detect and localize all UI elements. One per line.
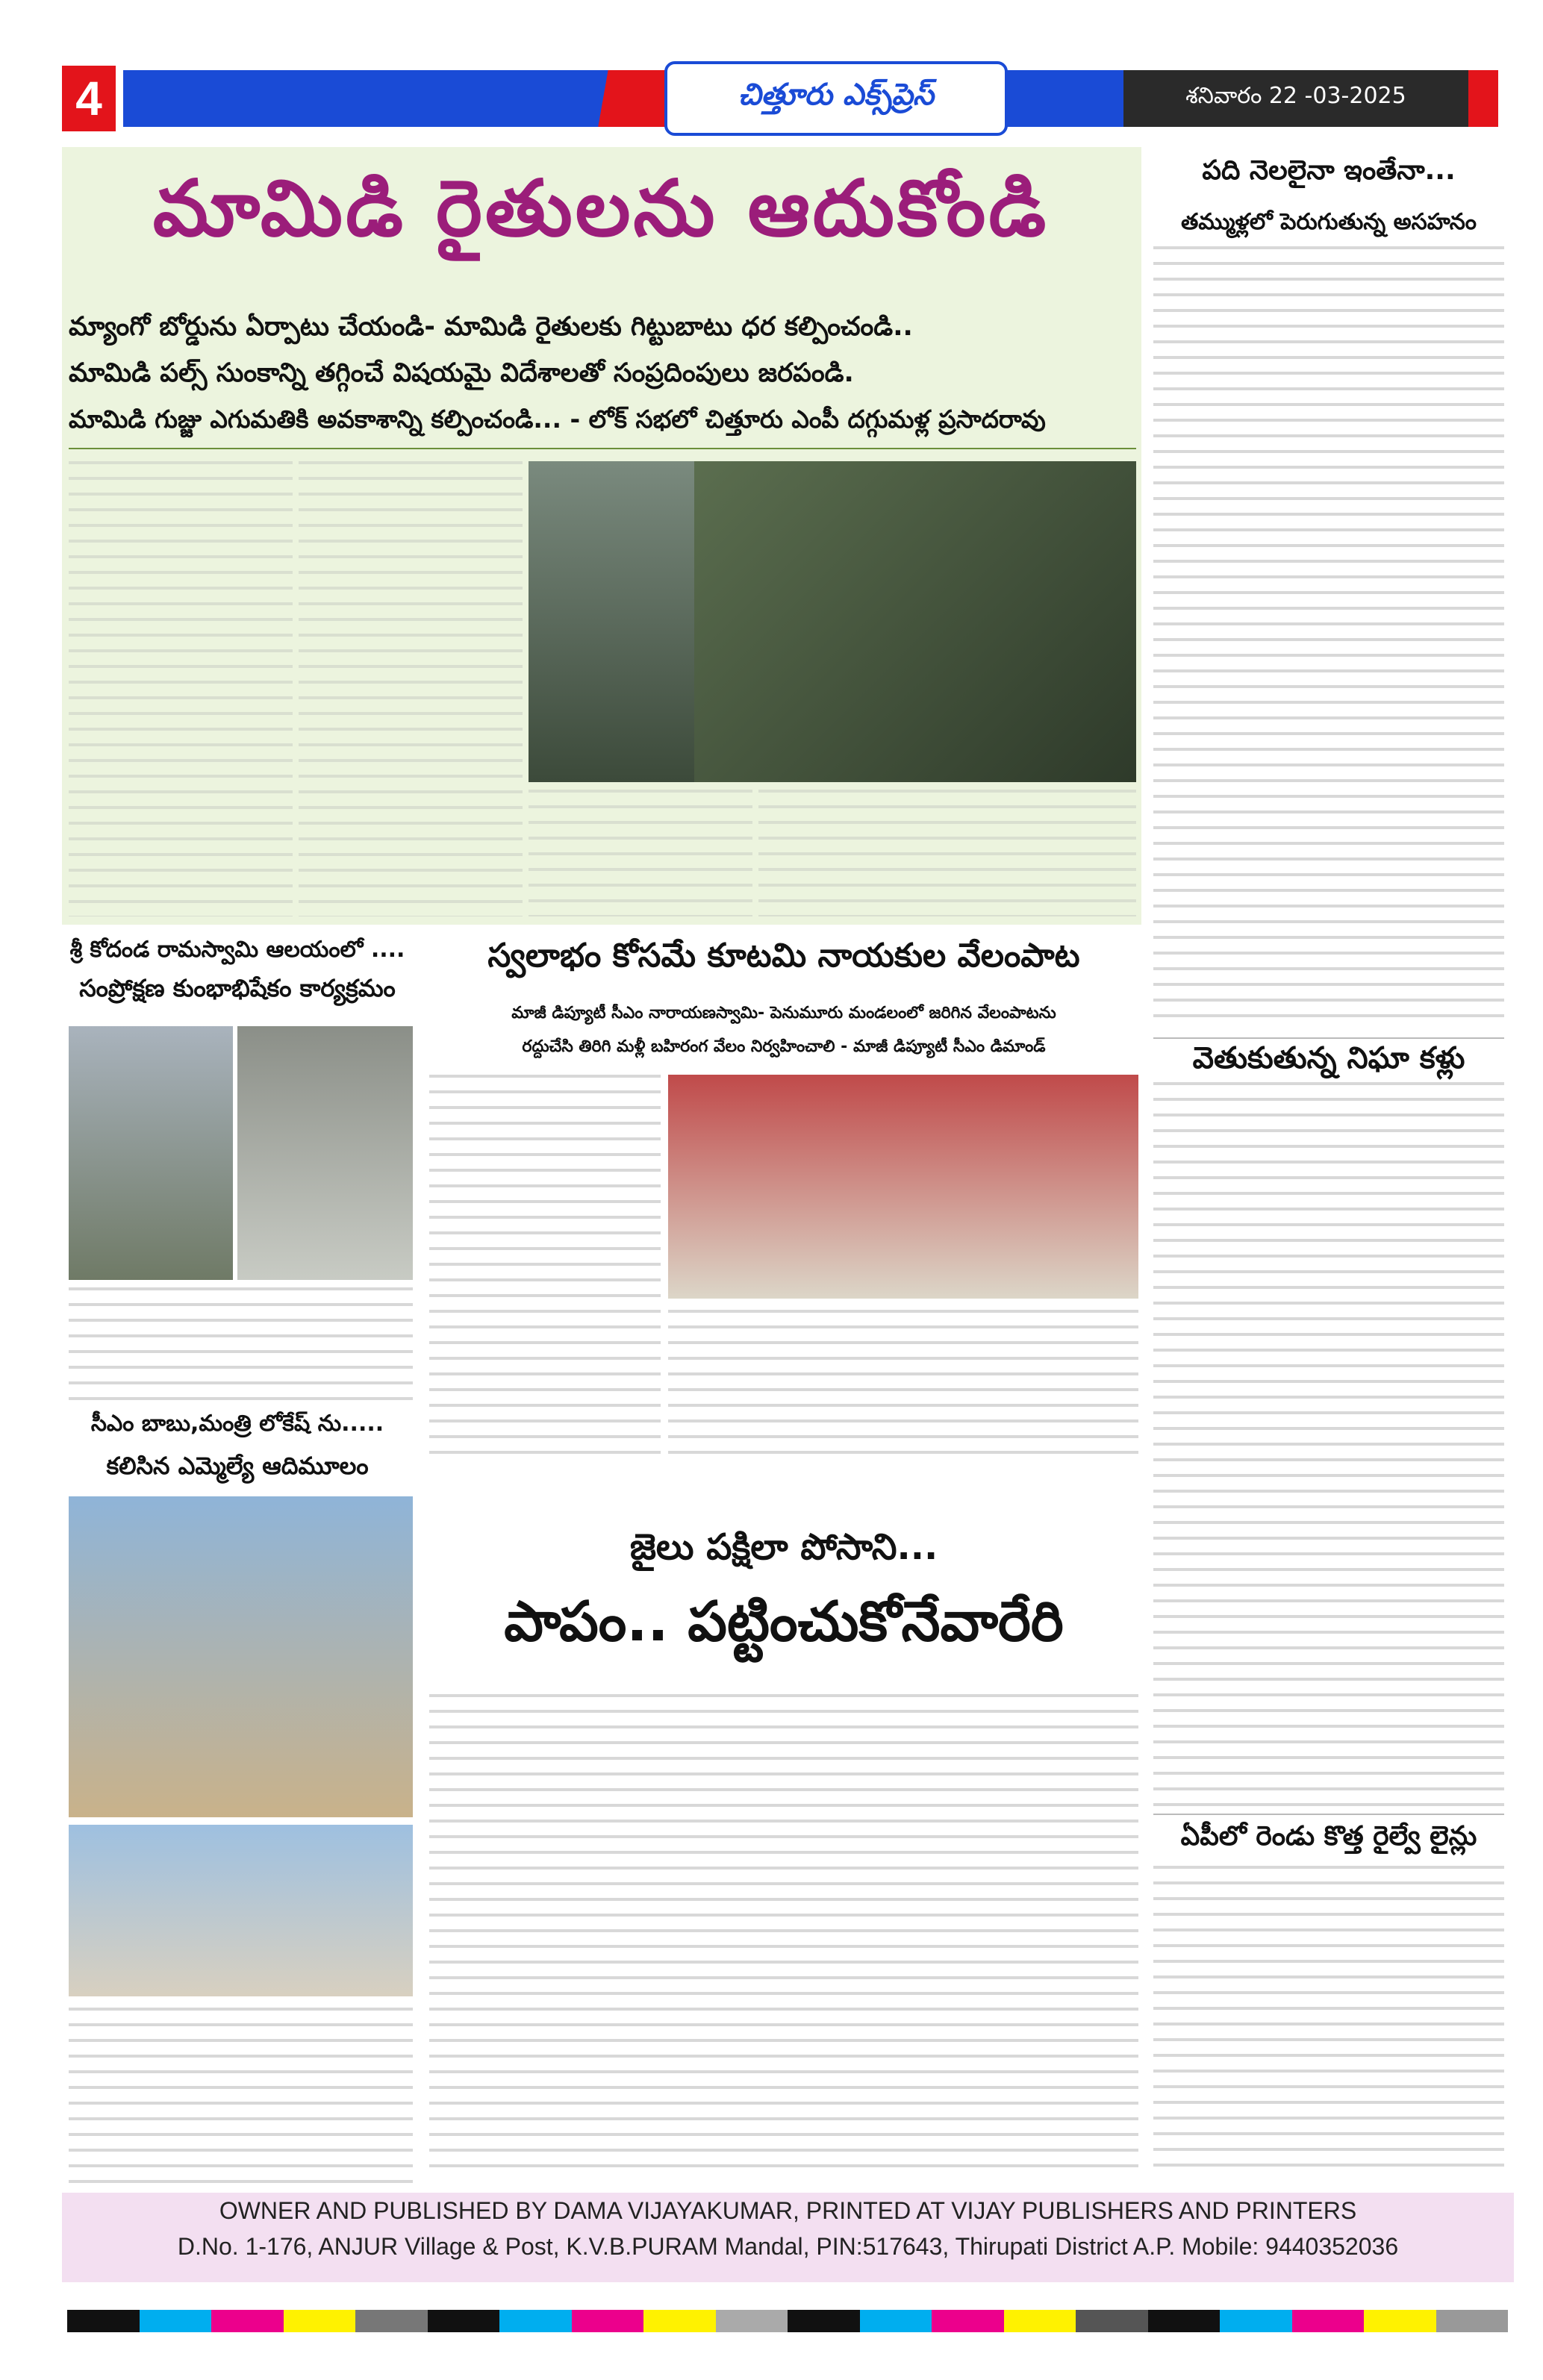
- article-text-column: [429, 1694, 1138, 2179]
- nifa-headline: వెతుకుతున్న నిఘా కళ్లు: [1192, 1041, 1465, 1075]
- railway-headline: ఏపీలో రెండు కొత్త రైల్వే లైన్లు: [1180, 1821, 1477, 1852]
- mp-speaking-photo: [694, 461, 1136, 782]
- article-text-column: [758, 790, 1136, 916]
- right-subheadline: తమ్ముళ్లలో పెరుగుతున్న అసహనం: [1180, 209, 1477, 235]
- cm-meet-headline: సీఎం బాబు,మంత్రి లోకేష్ ను.....: [90, 1411, 384, 1437]
- article-text-column: [429, 1075, 661, 1463]
- temple-photo: [69, 1026, 233, 1280]
- article-text-column: [299, 461, 523, 916]
- divider: [1153, 1037, 1504, 1039]
- imprint-footer: [62, 2193, 1514, 2282]
- temple-photo: [237, 1026, 413, 1280]
- divider: [69, 448, 1136, 449]
- auction-subheadline: మాజీ డిప్యూటీ సీఎం నారాయణస్వామి- పెనుమూరు మండలంలో జరిగిన వేలంపాటను: [511, 1004, 1056, 1022]
- article-text-column: [529, 790, 752, 916]
- masthead-accent: [1468, 70, 1498, 127]
- lead-subheading: మామిడి పల్స్ సుంకాన్ని తగ్గించే విషయమై విదేశాలతో సంప్రదింపులు జరపండి.: [69, 358, 854, 388]
- cm-meet-photo: [69, 1496, 413, 1817]
- paper-name: చిత్తూరు ఎక్స్‌ప్రెస్: [664, 61, 1008, 136]
- color-registration-strip: [67, 2310, 1508, 2332]
- temple-subheadline: సంప్రోక్షణ కుంభాభిషేకం కార్యక్రమం: [79, 974, 396, 1002]
- lead-subheading: మ్యాంగో బోర్డును ఏర్పాటు చేయండి- మామిడి రైతులకు గిట్టుబాటు ధర కల్పించండి..: [69, 312, 913, 342]
- press-meet-photo: [668, 1075, 1138, 1299]
- right-headline: పది నెలలైనా ఇంతేనా...: [1202, 155, 1456, 186]
- page-number: 4: [62, 66, 116, 131]
- article-text-column: [1153, 1866, 1504, 2179]
- imprint-address: D.No. 1-176, ANJUR Village & Post, K.V.B.PURAM Mandal, PIN:517643, Thirupati District A.P. Mobile: 9440352036: [177, 2233, 1399, 2260]
- article-text-column: [668, 1310, 1138, 1463]
- temple-headline: శ్రీ కోదండ రామస్వామి ఆలయంలో ....: [69, 937, 405, 963]
- cm-meet-subheadline: కలిసిన ఎమ్మెల్యే ఆదిమూలం: [106, 1452, 369, 1480]
- article-text-column: [1153, 246, 1504, 1030]
- issue-date: శనివారం 22 -03-2025: [1123, 70, 1468, 127]
- article-text-column: [69, 2008, 413, 2183]
- article-text-column: [1153, 1082, 1504, 1806]
- divider: [1153, 1814, 1504, 1815]
- imprint-line: OWNER AND PUBLISHED BY DAMA VIJAYAKUMAR, PRINTED AT VIJAY PUBLISHERS AND PRINTERS: [219, 2197, 1357, 2224]
- article-text-column: [69, 1287, 413, 1407]
- auction-headline: స్వలాభం కోసమే కూటమి నాయకుల వేలంపాట: [487, 937, 1080, 975]
- cm-meet-photo: [69, 1825, 413, 1996]
- posani-subheadline: పాపం.. పట్టించుకోనేవారేరి: [504, 1590, 1064, 1654]
- posani-headline: జైలు పక్షిలా పోసాని...: [629, 1526, 938, 1568]
- lead-subheading: మామిడి గుజ్జు ఎగుమతికి అవకాశాన్ని కల్పించండి... - లోక్ సభలో చిత్తూరు ఎంపీ దగ్గుమళ్ల ప్రసాదరావు: [69, 405, 1046, 434]
- auction-subheadline: రద్దుచేసి తిరిగి మళ్లీ బహిరంగ వేలం నిర్వహించాలి - మాజీ డిప్యూటీ సీఎం డిమాండ్: [522, 1037, 1046, 1056]
- lead-headline: మామిడి రైతులను ఆదుకోండి: [152, 163, 1050, 254]
- article-text-column: [69, 461, 293, 916]
